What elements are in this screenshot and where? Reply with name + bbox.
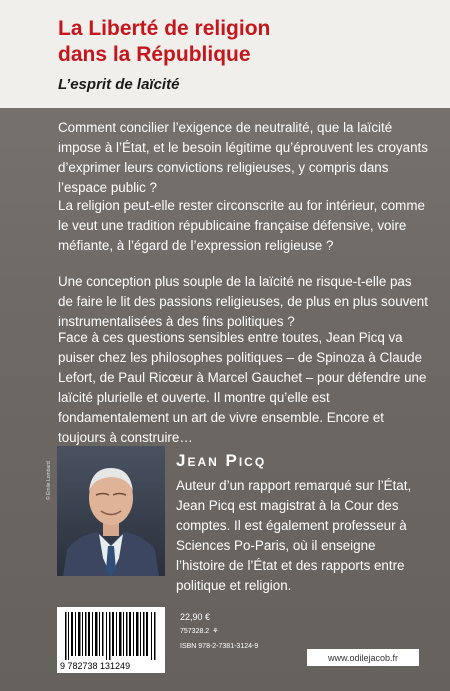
price: 22,90 € [180, 612, 211, 622]
book-subtitle: L’esprit de laïcité [58, 76, 180, 93]
barcode-icon [57, 607, 165, 673]
author-name: Jean Picq [176, 451, 267, 470]
internal-code-row [180, 627, 218, 635]
barcode [57, 607, 165, 673]
website-label: www.odilejacob.fr [307, 649, 419, 666]
author-photo [57, 446, 165, 576]
barcode-number: 9 782738 131249 [60, 661, 131, 671]
blurb-paragraph-4: Face à ces questions sensibles entre toutes, Jean Picq va puiser chez les philosophes politiques – de Spinoza à Claude Lefort, de Paul Ricœur à Marcel Gauchet – pour défendre une laïcité plurielle et ouverte. Il montre qu’elle est fondamentalement un art de vivre ensemble. Encore et toujours à construire… [58, 330, 427, 445]
book-title-line-2: dans la République [58, 43, 251, 66]
blurb-paragraph-3: Une conception plus souple de la laïcité ne risque-t-elle pas de faire le lit des passions religieuses, de plus en plus souvent instrumentalisées à des fins politiques ? [58, 274, 428, 329]
blurb-paragraph-2: La religion peut-elle rester circonscrite au for intérieur, comme le veut une tradition républicaine française défensive, voire méfiante, à l’égard de l’expression religieuse ? [58, 198, 425, 253]
book-title-line-1: La Liberté de religion [58, 17, 271, 40]
title-band [0, 0, 450, 108]
book-title [58, 16, 438, 68]
blurb-paragraph-1: Comment concilier l’exigence de neutralité, que la laïcité impose à l’État, et le besoin légitime qu’éprouvent les croyants d’exprimer leurs convictions religieuses, y compris dans l’espace public ? [58, 120, 428, 195]
isbn: ISBN 978-2-7381-3124-9 [180, 643, 259, 650]
internal-code: 757328.2 [180, 627, 210, 635]
author-bio: Auteur d’un rapport remarqué sur l’État, Jean Picq est magistrat à la Cour des comptes. Il est également professeur à Sciences Po-Paris, où il enseigne l’histoire de l’État et des rapports entre politique et religion. [176, 478, 412, 593]
publisher-mark-icon: ⚘ [212, 628, 219, 635]
author-portrait-icon [57, 446, 165, 576]
photo-credit: © Émile Lombard [46, 461, 52, 500]
